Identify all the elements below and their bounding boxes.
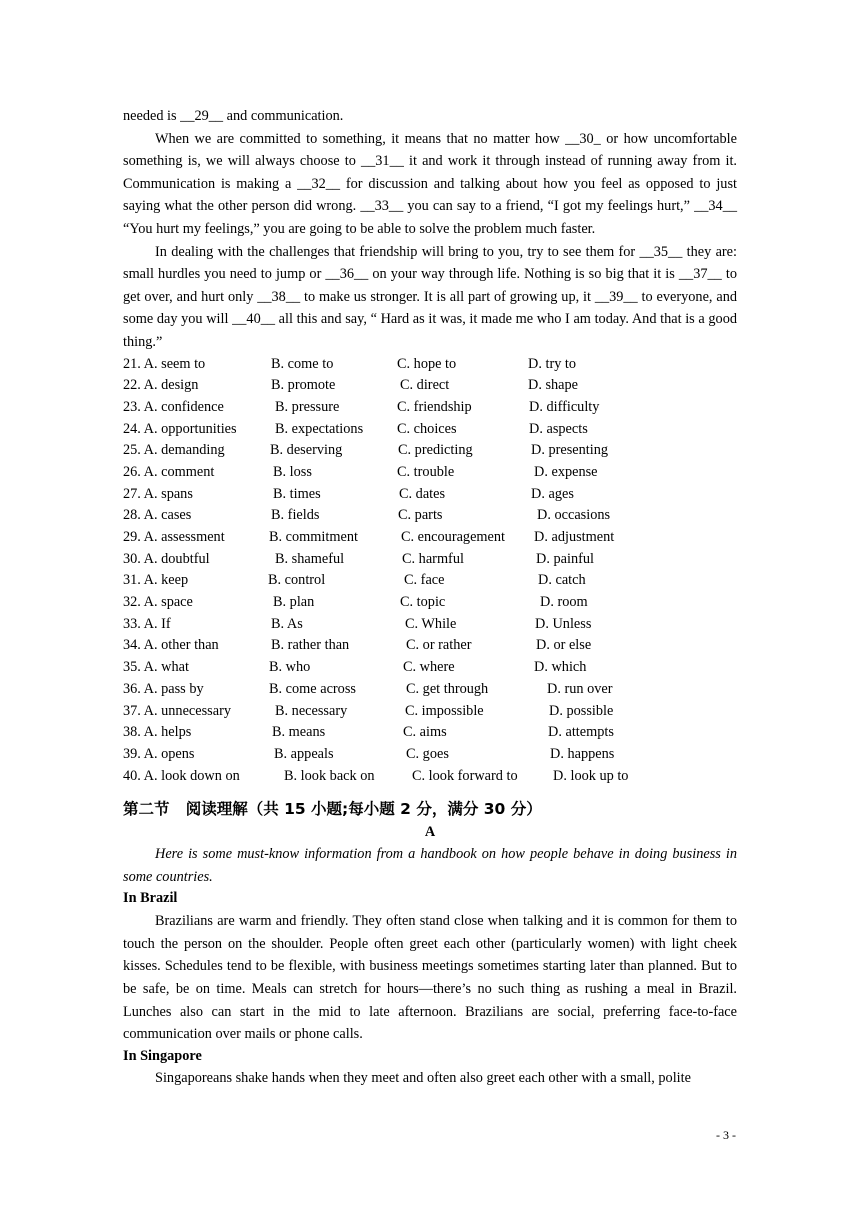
option-d: D. which — [534, 659, 587, 676]
option-c: C. face — [404, 572, 445, 589]
option-row — [123, 484, 737, 506]
option-c: C. harmful — [402, 550, 464, 567]
paragraph-commitment: When we are committed to something, it means that no matter how __30_ or how uncomfortable something is, we will always choose to __31__ it and work it through instead of running away from it. Communication is making a __32__ for discussion and talking about how you feel as opposed to just saying what the other person did wrong. __33__ you can say to a friend, “I got my feelings hurt,” __34__ “You hurt my feelings,” you are going to be able to solve the problem much faster. — [123, 130, 737, 237]
option-c: C. goes — [406, 745, 449, 762]
option-a: 22. A. design — [123, 377, 199, 394]
option-row — [123, 354, 737, 376]
option-d: D. or else — [536, 637, 592, 654]
paragraph-continuation: needed is __29__ and communication. — [123, 108, 344, 124]
option-c: C. parts — [398, 507, 443, 524]
document-page — [123, 105, 737, 1090]
heading-singapore: In Singapore — [123, 1047, 202, 1064]
option-c: C. topic — [400, 594, 446, 611]
option-b: B. rather than — [271, 637, 350, 654]
answer-options — [123, 354, 737, 788]
option-c: C. direct — [400, 377, 450, 394]
option-c: C. where — [403, 659, 455, 676]
option-row — [123, 570, 737, 592]
option-a: 24. A. opportunities — [123, 420, 237, 437]
passage-intro: Here is some must-know information from a handbook on how people behave in doing business in some countries. — [123, 846, 737, 885]
option-d: D. Unless — [535, 615, 592, 632]
option-row — [123, 722, 737, 744]
option-a: 40. A. look down on — [123, 767, 240, 784]
option-c: C. While — [405, 615, 457, 632]
option-d: D. look up to — [553, 767, 629, 784]
option-b: B. look back on — [284, 767, 375, 784]
option-c: C. dates — [399, 485, 446, 502]
option-d: D. expense — [534, 463, 598, 480]
option-b: B. come to — [271, 355, 334, 372]
option-row — [123, 744, 737, 766]
option-a: 34. A. other than — [123, 637, 219, 654]
option-d: D. catch — [538, 572, 586, 589]
option-row — [123, 614, 737, 636]
option-a: 28. A. cases — [123, 507, 192, 524]
option-d: D. aspects — [529, 420, 588, 437]
option-a: 30. A. doubtful — [123, 550, 210, 567]
option-a: 21. A. seem to — [123, 355, 206, 372]
option-c: C. hope to — [397, 355, 457, 372]
option-c: C. trouble — [397, 463, 455, 480]
option-c: C. encouragement — [401, 529, 506, 546]
option-d: D. occasions — [537, 507, 611, 524]
option-row — [123, 657, 737, 679]
option-c: C. aims — [403, 724, 447, 741]
option-a: 29. A. assessment — [123, 529, 225, 546]
option-d: D. shape — [528, 377, 579, 394]
option-d: D. attempts — [548, 724, 614, 741]
option-row — [123, 397, 737, 419]
option-d: D. possible — [549, 702, 614, 719]
option-a: 39. A. opens — [123, 745, 195, 762]
option-d: D. ages — [531, 485, 574, 502]
option-b: B. appeals — [274, 745, 334, 762]
paragraph-brazil: Brazilians are warm and friendly. They often stand close when talking and it is common for them to touch the person on the shoulder. People often greet each other (particularly women) with light cheek kisses. Schedules tend to be flexible, with business meetings sometimes starting later than planned. But to be safe, be on time. Meals can stretch for hours—there’s no such thing as rushing a meal in Brazil. Lunches also can start in the mid to late afternoon. Brazilians are social, preferring face-to-face communication over mails or phone calls. — [123, 913, 737, 1043]
option-b: B. control — [268, 572, 326, 589]
option-a: 35. A. what — [123, 659, 189, 676]
option-b: B. loss — [273, 463, 312, 480]
option-row — [123, 679, 737, 701]
option-b: B. who — [269, 659, 311, 676]
option-a: 23. A. confidence — [123, 398, 224, 415]
option-row — [123, 549, 737, 571]
option-d: D. adjustment — [534, 529, 615, 546]
option-row — [123, 592, 737, 614]
option-a: 32. A. space — [123, 594, 193, 611]
option-a: 38. A. helps — [123, 724, 192, 741]
paragraph-singapore: Singaporeans shake hands when they meet and often also greet each other with a small, polite — [155, 1070, 691, 1087]
option-a: 31. A. keep — [123, 572, 189, 589]
option-d: D. difficulty — [529, 398, 600, 415]
option-d: D. happens — [550, 745, 615, 762]
option-row — [123, 527, 737, 549]
option-b: B. pressure — [275, 398, 340, 415]
option-b: B. shameful — [275, 550, 345, 567]
option-row — [123, 419, 737, 441]
option-b: B. expectations — [275, 420, 364, 437]
option-row — [123, 701, 737, 723]
passage-letter: A — [424, 824, 436, 841]
option-d: D. presenting — [531, 442, 609, 459]
page-number: - 3 - — [716, 1128, 736, 1142]
option-b: B. times — [273, 485, 321, 502]
option-a: 26. A. comment — [123, 463, 215, 480]
option-row — [123, 766, 737, 788]
option-b: B. necessary — [275, 702, 348, 719]
option-b: B. come across — [269, 680, 356, 697]
option-c: C. choices — [397, 420, 457, 437]
option-d: D. room — [540, 594, 588, 611]
option-c: C. or rather — [406, 637, 472, 654]
option-a: 33. A. If — [123, 615, 171, 632]
option-a: 27. A. spans — [123, 485, 193, 502]
option-b: B. plan — [273, 594, 315, 611]
option-d: D. try to — [528, 355, 577, 372]
option-b: B. means — [272, 724, 326, 741]
option-c: C. look forward to — [412, 767, 518, 784]
option-row — [123, 375, 737, 397]
option-c: C. get through — [406, 680, 489, 697]
option-b: B. As — [271, 615, 303, 632]
section-title: 第二节 阅读理解（共 15 小题;每小题 2 分，满分 30 分） — [123, 800, 542, 819]
option-c: C. impossible — [405, 702, 484, 719]
option-a: 25. A. demanding — [123, 442, 225, 459]
option-a: 37. A. unnecessary — [123, 702, 231, 719]
option-d: D. run over — [547, 680, 613, 697]
heading-brazil: In Brazil — [123, 890, 178, 907]
paragraph-challenges: In dealing with the challenges that friendship will bring to you, try to see them for __35__ they are: small hurdles you need to jump or __36__ on your way through life. Nothing is so big that it is __37__ to get over, and hurt only __38__ to make us stronger. It is all part of growing up, it __39__ to everyone, and some day you will __40__ all this and say, “ Hard as it was, it made me who I am today. And that is a good thing.” — [123, 243, 737, 350]
option-b: B. deserving — [270, 442, 343, 459]
option-b: B. fields — [271, 507, 320, 524]
option-row — [123, 462, 737, 484]
option-b: B. commitment — [269, 529, 358, 546]
option-b: B. promote — [271, 377, 336, 394]
option-row — [123, 635, 737, 657]
option-row — [123, 440, 737, 462]
option-c: C. predicting — [398, 442, 473, 459]
option-row — [123, 505, 737, 527]
option-a: 36. A. pass by — [123, 680, 204, 697]
option-d: D. painful — [536, 550, 594, 567]
option-c: C. friendship — [397, 398, 472, 415]
